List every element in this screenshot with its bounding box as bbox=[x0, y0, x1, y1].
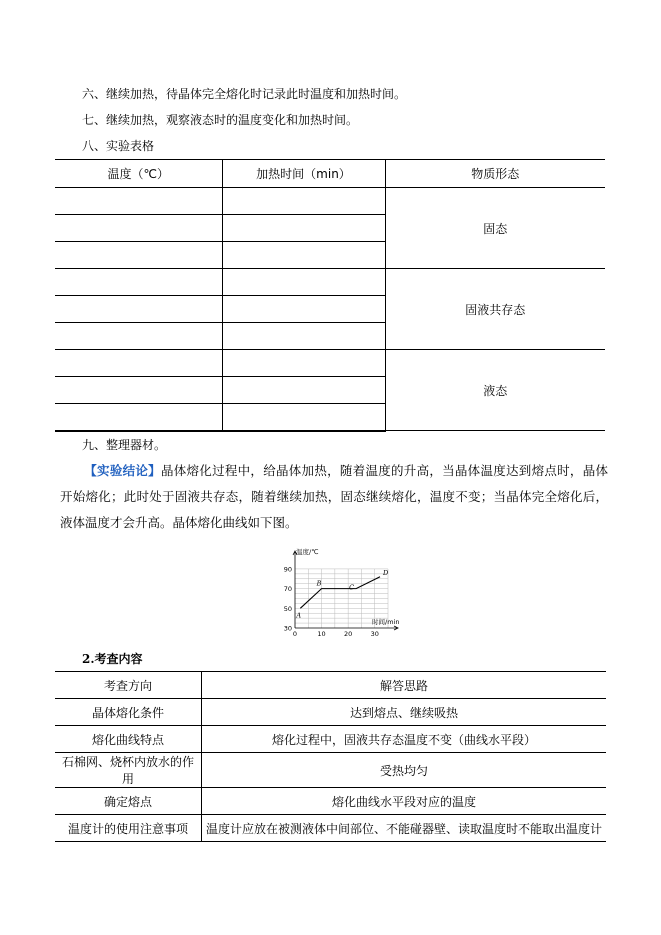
table-cell bbox=[55, 215, 222, 242]
table-cell bbox=[222, 188, 385, 215]
state-solid-liquid: 固液共存态 bbox=[385, 269, 605, 350]
header-temperature: 温度（℃） bbox=[55, 160, 222, 188]
table-cell bbox=[55, 350, 222, 377]
answer-cell: 熔化过程中，固液共存态温度不变（曲线水平段） bbox=[201, 726, 606, 753]
header-direction: 考查方向 bbox=[55, 672, 201, 699]
header-heating-time: 加热时间（min） bbox=[222, 160, 385, 188]
table-cell bbox=[222, 296, 385, 323]
y-axis-label: 温度/℃ bbox=[296, 548, 319, 556]
point-labels bbox=[295, 569, 389, 620]
conclusion-paragraph bbox=[60, 458, 608, 536]
topic-header-row bbox=[55, 672, 606, 699]
point-label: A bbox=[296, 611, 302, 620]
state-solid: 固态 bbox=[385, 188, 605, 269]
step-9-text: 九、整理器材。 bbox=[82, 438, 167, 452]
point-label: B bbox=[316, 579, 322, 588]
table-cell bbox=[222, 377, 385, 404]
table-row bbox=[55, 699, 606, 726]
y-tick-label: 50 bbox=[283, 604, 292, 613]
x-axis-label: 时间/min bbox=[372, 618, 400, 626]
table-cell bbox=[222, 215, 385, 242]
y-tick-labels bbox=[284, 565, 292, 632]
table-cell bbox=[222, 323, 385, 350]
y-tick-label: 90 bbox=[283, 565, 292, 574]
table-row bbox=[55, 815, 606, 842]
exam-content-table bbox=[55, 671, 606, 842]
table-row bbox=[55, 269, 605, 296]
table-row bbox=[55, 188, 605, 215]
table-cell bbox=[55, 323, 222, 350]
point-label: C bbox=[349, 583, 355, 592]
conclusion-text: 晶体熔化过程中，给晶体加热，随着温度的升高，当晶体温度达到熔点时，晶体开始熔化；此时处于固液共存态，随着继续加热，固态继续熔化，温度不变；当晶体完全熔化后，液体温度才会升高。晶体熔化曲线如下图。 bbox=[60, 463, 608, 530]
table-cell bbox=[222, 269, 385, 296]
table-cell bbox=[222, 350, 385, 377]
x-tick-label: 0 bbox=[292, 630, 298, 638]
table-cell bbox=[222, 404, 385, 431]
experiment-table-header-row bbox=[55, 160, 605, 188]
table-cell bbox=[55, 377, 222, 404]
experiment-table bbox=[55, 159, 605, 432]
state-liquid: 液态 bbox=[385, 350, 605, 431]
table-cell bbox=[222, 242, 385, 269]
answer-cell: 熔化曲线水平段对应的温度 bbox=[201, 788, 606, 815]
topic-cell: 温度计的使用注意事项 bbox=[55, 815, 201, 842]
table-row bbox=[55, 350, 605, 377]
conclusion-tag: 【实验结论】 bbox=[84, 463, 161, 478]
table-cell bbox=[55, 269, 222, 296]
table-cell bbox=[55, 188, 222, 215]
header-state: 物质形态 bbox=[385, 160, 605, 188]
x-tick-labels bbox=[293, 630, 379, 638]
table-row bbox=[55, 788, 606, 815]
x-tick-label: 20 bbox=[344, 630, 353, 638]
y-tick-label: 30 bbox=[283, 624, 292, 633]
y-tick-label: 70 bbox=[283, 585, 292, 594]
melting-curve-chart bbox=[276, 542, 408, 642]
step-8-heading: 八、实验表格 bbox=[82, 139, 155, 153]
table-row bbox=[55, 753, 606, 788]
x-tick-label: 10 bbox=[317, 630, 326, 638]
point-label: D bbox=[383, 568, 389, 577]
header-approach: 解答思路 bbox=[201, 672, 606, 699]
answer-cell: 受热均匀 bbox=[201, 753, 606, 788]
table-cell bbox=[55, 404, 222, 431]
step-6-text: 六、继续加热，待晶体完全熔化时记录此时温度和加热时间。 bbox=[82, 87, 407, 101]
topic-cell: 确定熔点 bbox=[55, 788, 201, 815]
answer-cell: 达到熔点、继续吸热 bbox=[201, 699, 606, 726]
topic-cell: 熔化曲线特点 bbox=[55, 726, 201, 753]
table-row bbox=[55, 726, 606, 753]
answer-cell: 温度计应放在被测液体中间部位、不能碰器壁、读取温度时不能取出温度计 bbox=[201, 815, 606, 842]
table-cell bbox=[55, 242, 222, 269]
topic-cell: 晶体熔化条件 bbox=[55, 699, 201, 726]
topic-cell: 石棉网、烧杯内放水的作用 bbox=[55, 753, 201, 788]
section-2-title: 2.考查内容 bbox=[82, 652, 143, 666]
table-cell bbox=[55, 296, 222, 323]
x-tick-label: 30 bbox=[370, 630, 379, 638]
step-7-text: 七、继续加热，观察液态时的温度变化和加热时间。 bbox=[82, 113, 359, 127]
